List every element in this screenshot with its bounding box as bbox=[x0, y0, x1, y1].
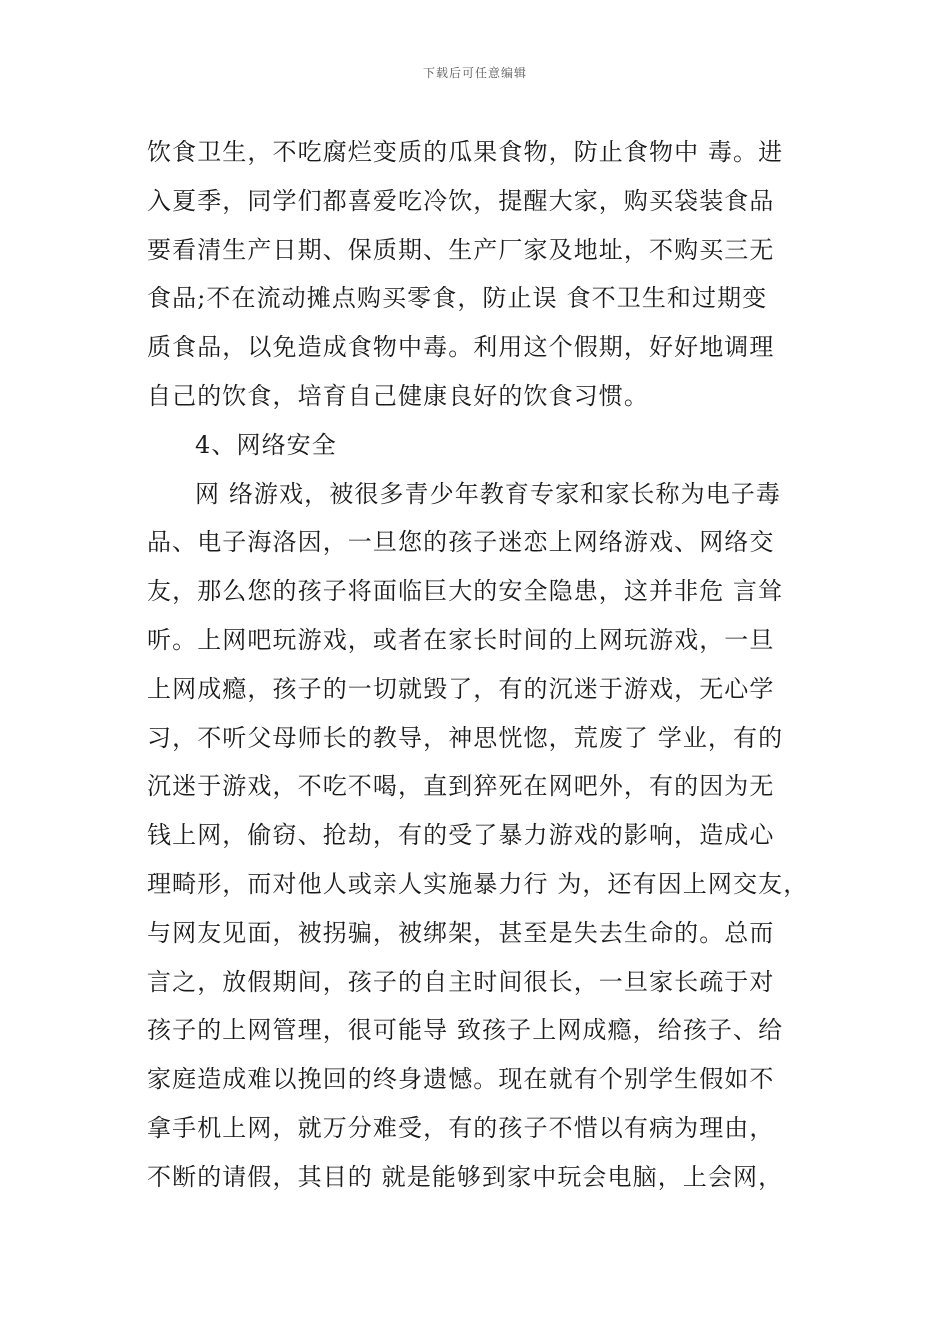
text-line: 孩子的上网管理，很可能导 致孩子上网成瘾，给孩子、给 bbox=[147, 1016, 784, 1045]
section-heading: 4、网络安全 bbox=[195, 430, 337, 459]
document-body bbox=[147, 128, 827, 1202]
text-line: 网 络游戏，被很多青少年教育专家和家长称为电子毒 bbox=[195, 479, 782, 508]
text-line: 自己的饮食，培育自己健康良好的饮食习惯。 bbox=[147, 381, 649, 410]
text-line: 与网友见面，被拐骗，被绑架，甚至是失去生命的。总而 bbox=[147, 918, 775, 947]
text-line: 食品;不在流动摊点购买零食，防止误 食不卫生和过期变 bbox=[147, 284, 768, 313]
page-header: 下载后可任意编辑 bbox=[422, 66, 527, 80]
text-line: 听。上网吧玩游戏，或者在家长时间的上网玩游戏，一旦 bbox=[147, 625, 775, 654]
text-line: 质食品，以免造成食物中毒。利用这个假期，好好地调理 bbox=[147, 333, 775, 362]
text-line: 钱上网，偷窃、抢劫，有的受了暴力游戏的影响，造成心 bbox=[147, 821, 775, 850]
text-line: 沉迷于游戏，不吃不喝，直到猝死在网吧外，有的因为无 bbox=[147, 772, 775, 801]
text-line: 友，那么您的孩子将面临巨大的安全隐患，这并非危 言耸 bbox=[147, 577, 784, 606]
text-line: 要看清生产日期、保质期、生产厂家及地址，不购买三无 bbox=[147, 235, 775, 264]
text-line: 理畸形，而对他人或亲人实施暴力行 为，还有因上网交友， bbox=[147, 869, 809, 898]
text-line: 饮食卫生，不吃腐烂变质的瓜果食物，防止食物中 毒。进 bbox=[147, 138, 784, 166]
text-line: 品、电子海洛因，一旦您的孩子迷恋上网络游戏、网络交 bbox=[147, 528, 775, 557]
text-line: 习，不听父母师长的教导，神思恍惚，荒废了 学业，有的 bbox=[147, 723, 784, 752]
text-line: 拿手机上网，就万分难受，有的孩子不惜以有病为理由， bbox=[147, 1113, 775, 1142]
text-line: 家庭造成难以挽回的终身遗憾。现在就有个别学生假如不 bbox=[147, 1065, 775, 1094]
text-line: 言之，放假期间，孩子的自主时间很长，一旦家长疏于对 bbox=[147, 967, 775, 996]
text-line: 入夏季，同学们都喜爱吃冷饮，提醒大家，购买袋装食品 bbox=[147, 186, 775, 215]
text-line: 不断的请假，其目的 就是能够到家中玩会电脑，上会网， bbox=[147, 1162, 784, 1191]
text-line: 上网成瘾，孩子的一切就毁了，有的沉迷于游戏，无心学 bbox=[147, 674, 775, 703]
